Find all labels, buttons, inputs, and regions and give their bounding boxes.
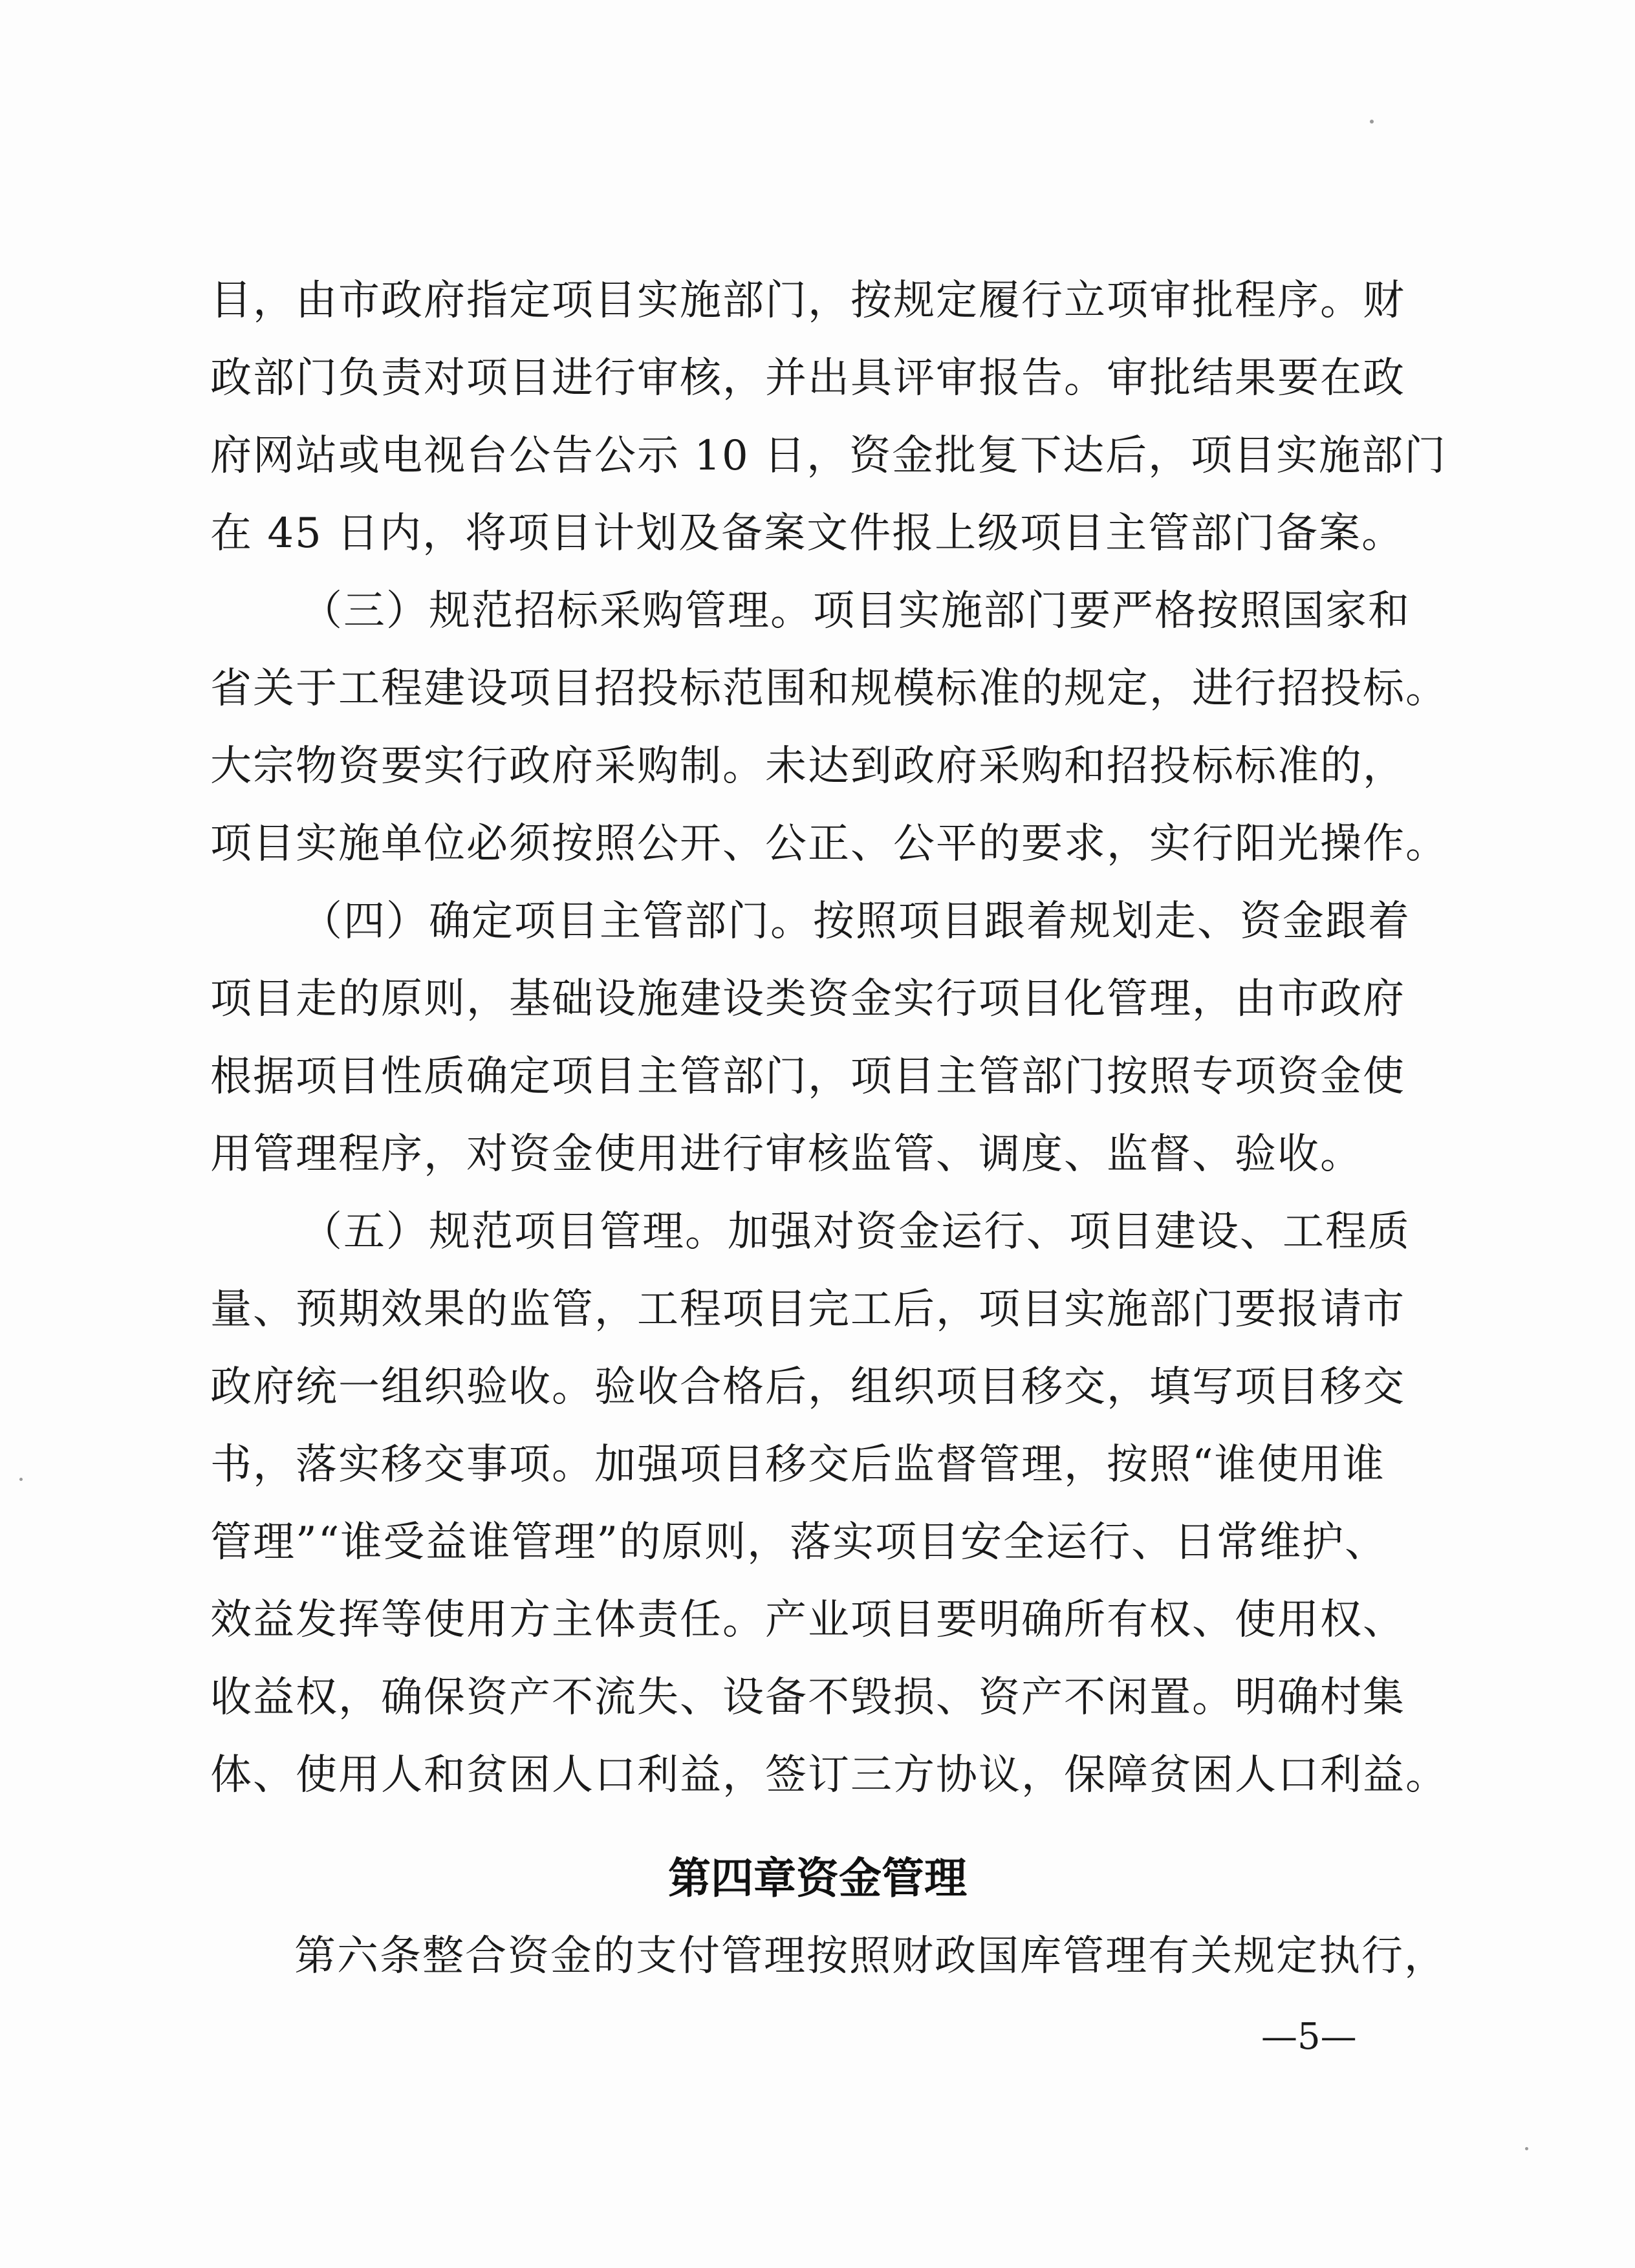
chapter-heading: 第四章资金管理 [668, 1853, 967, 1903]
body-line: 省关于工程建设项目招投标范围和规模标准的规定，进行招投标。 [210, 665, 1448, 713]
body-line: 量、预期效果的监管，工程项目完工后，项目实施部门要报请市 [210, 1286, 1405, 1334]
body-line: 在 45 日内，将项目计划及备案文件报上级项目主管部门备案。 [210, 510, 1405, 557]
body-line: 效益发挥等使用方主体责任。产业项目要明确所有权、使用权、 [210, 1596, 1405, 1644]
body-line: 管理”“谁受益谁管理”的原则，落实项目安全运行、日常维护、 [210, 1518, 1388, 1566]
body-line: 府网站或电视台公告公示 10 日，资金批复下达后，项目实施部门 [210, 432, 1447, 480]
section-five-line: （五）规范项目管理。加强对资金运行、项目建设、工程质 [301, 1208, 1411, 1256]
body-line: 政府统一组织验收。验收合格后，组织项目移交，填写项目移交 [210, 1363, 1405, 1411]
scan-speck [19, 1478, 23, 1481]
body-line: 项目实施单位必须按照公开、公正、公平的要求，实行阳光操作。 [210, 820, 1448, 868]
scan-speck [1525, 2147, 1528, 2150]
body-line: 收益权，确保资产不流失、设备不毁损、资产不闲置。明确村集 [210, 1674, 1405, 1722]
body-line: 体、使用人和贫困人口利益，签订三方协议，保障贫困人口利益。 [210, 1751, 1448, 1799]
body-line: 大宗物资要实行政府采购制。未达到政府采购和招投标标准的， [210, 742, 1405, 790]
body-line: 项目走的原则，基础设施建设类资金实行项目化管理，由市政府 [210, 975, 1405, 1023]
page-number: —5— [1261, 2016, 1357, 2058]
body-line: 目，由市政府指定项目实施部门，按规定履行立项审批程序。财 [210, 277, 1405, 325]
scan-speck [1370, 120, 1374, 124]
body-line: 政部门负责对项目进行审核，并出具评审报告。审批结果要在政 [210, 354, 1405, 402]
article-six-line: 第六条整合资金的支付管理按照财政国库管理有关规定执行， [294, 1932, 1447, 1980]
body-line: 用管理程序，对资金使用进行审核监管、调度、监督、验收。 [210, 1130, 1363, 1178]
body-line: 根据项目性质确定项目主管部门，项目主管部门按照专项资金使 [210, 1053, 1405, 1101]
body-line: 书，落实移交事项。加强项目移交后监督管理，按照“谁使用谁 [210, 1441, 1385, 1489]
section-three-line: （三）规范招标采购管理。项目实施部门要严格按照国家和 [301, 587, 1411, 635]
section-four-line: （四）确定项目主管部门。按照项目跟着规划走、资金跟着 [301, 898, 1411, 945]
